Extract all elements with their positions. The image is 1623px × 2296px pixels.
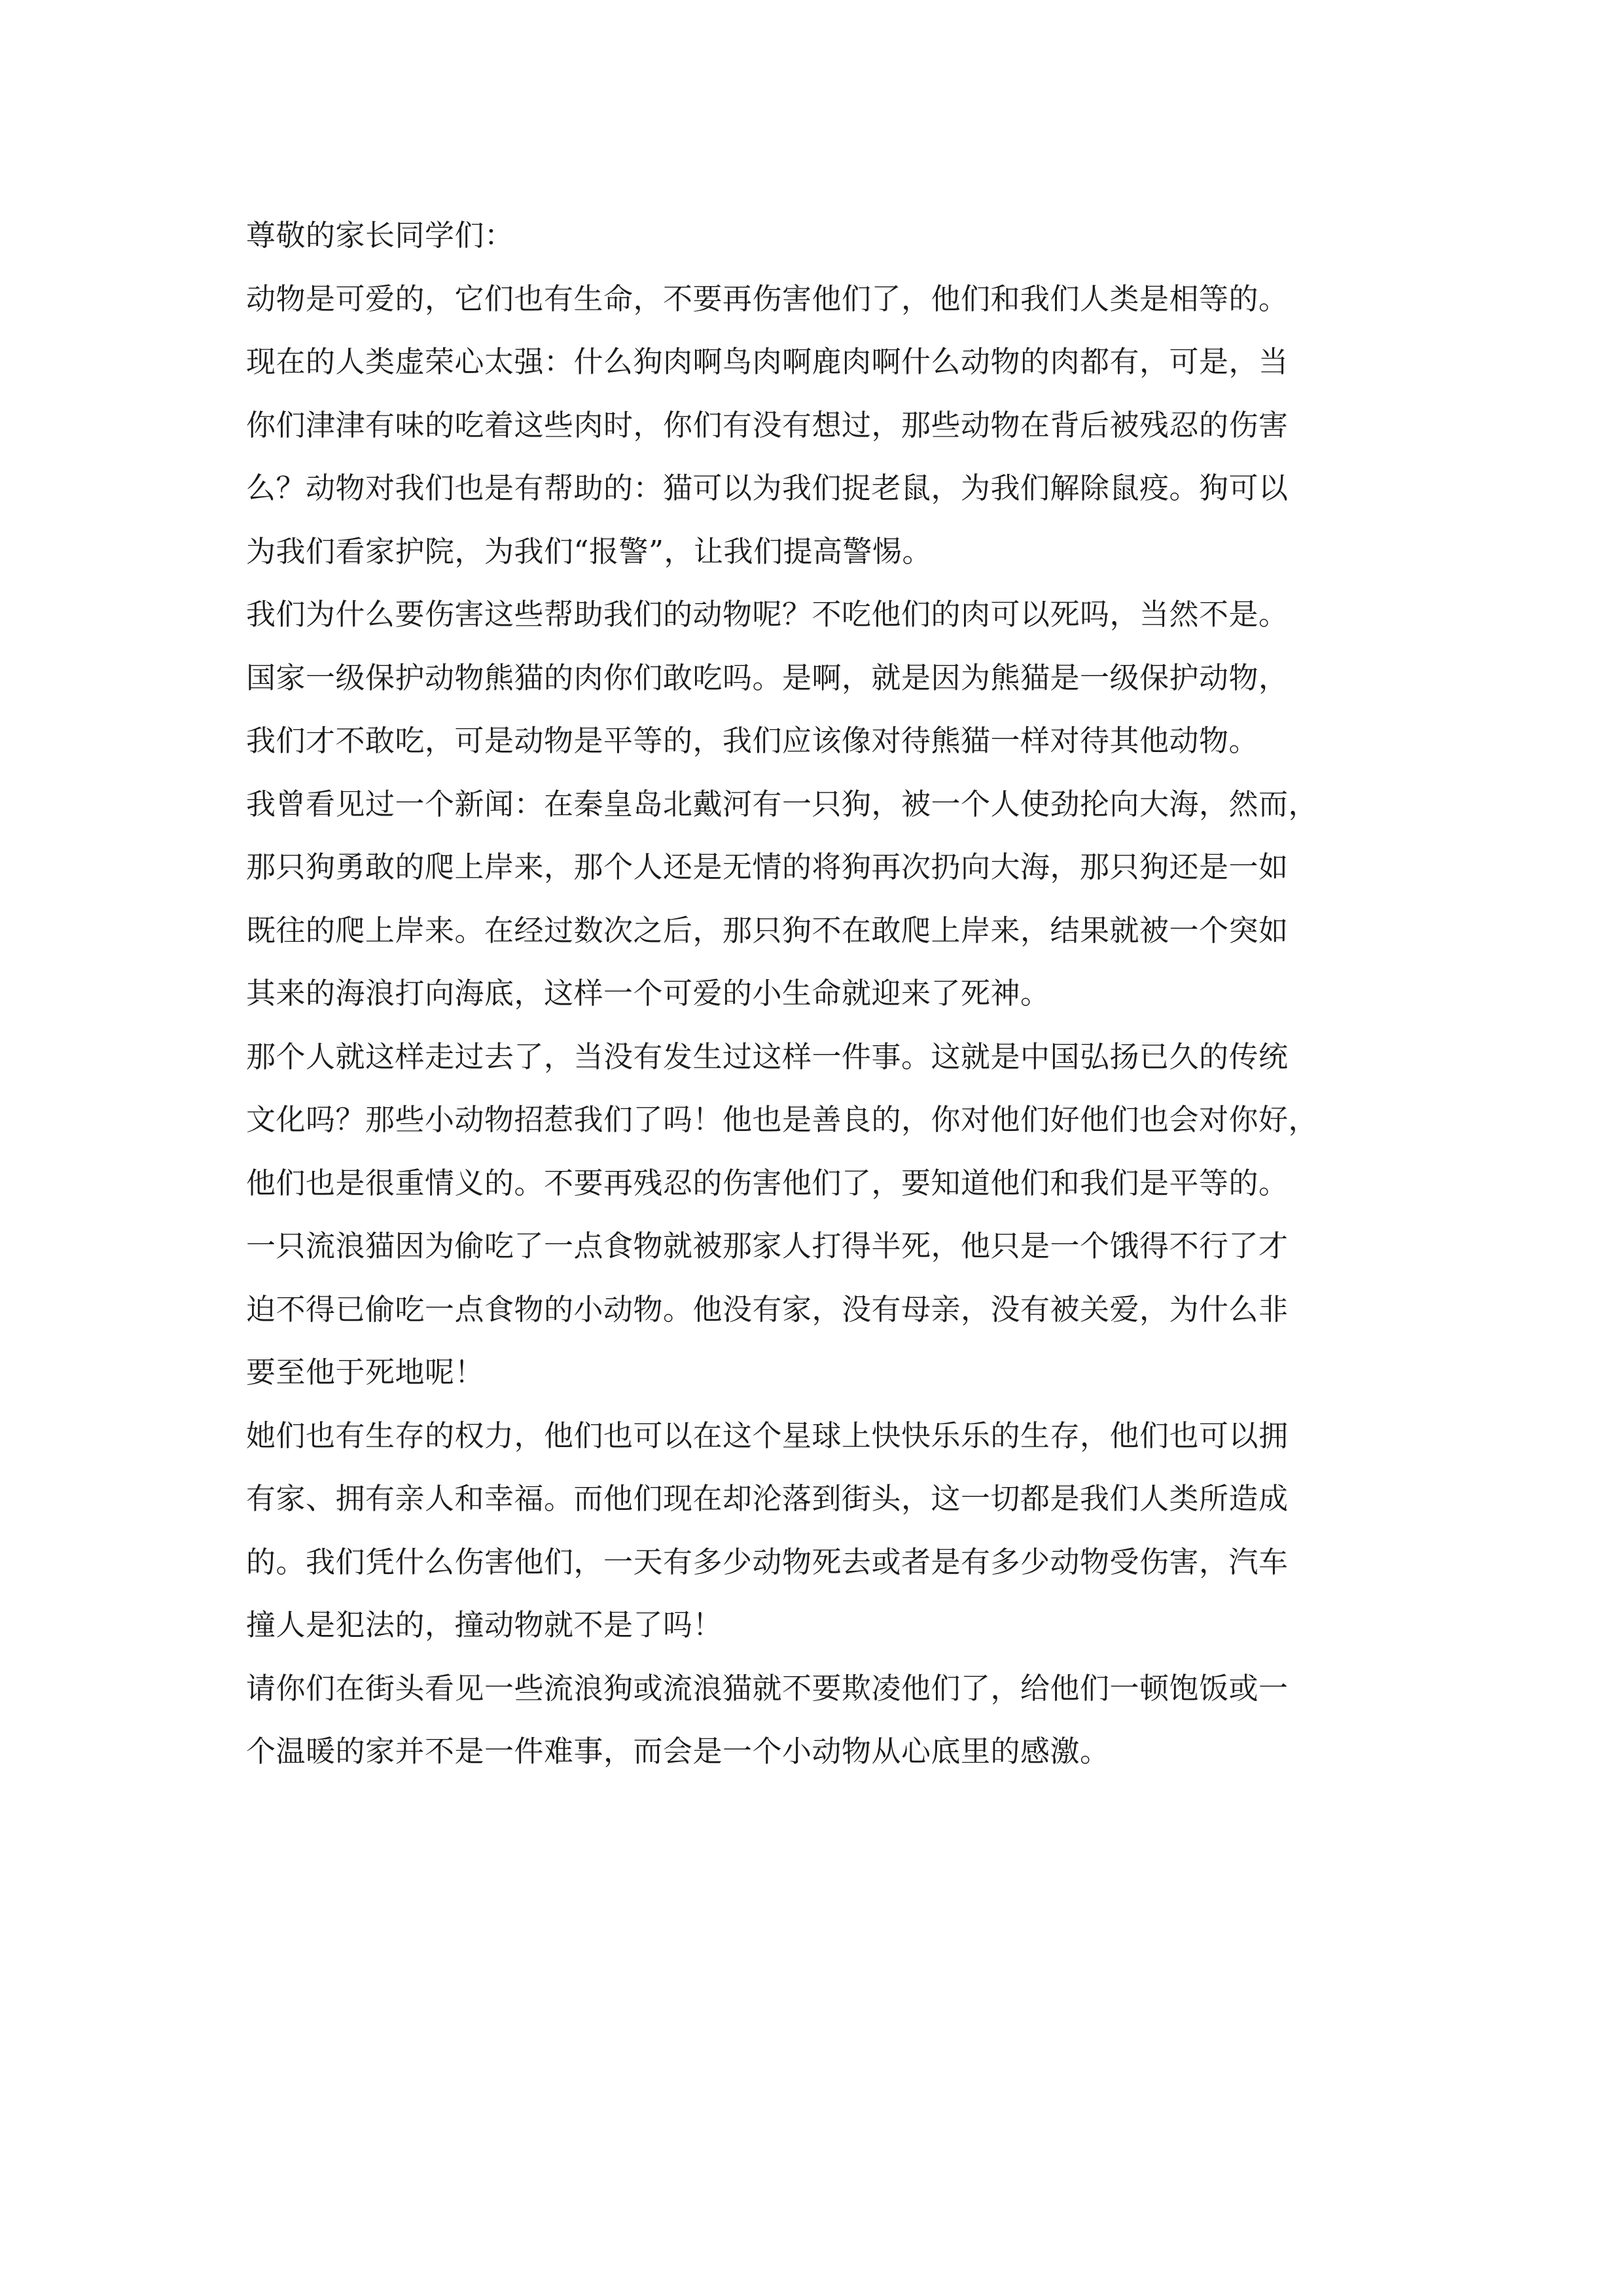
text-line: 个温暖的家并不是一件难事，而会是一个小动物从心底里的感激。 [246, 1734, 1110, 1768]
text-line: 动物是可爱的，它们也有生命，不要再伤害他们了，他们和我们人类是相等的。 [246, 281, 1289, 316]
text-line: 有家、拥有亲人和幸福。而他们现在却沦落到街头，这一切都是我们人类所造成 [246, 1481, 1289, 1516]
text-line: 你们津津有味的吃着这些肉时，你们有没有想过，那些动物在背后被残忍的伤害 [246, 407, 1289, 442]
text-line: 国家一级保护动物熊猫的肉你们敢吃吗。是啊，就是因为熊猫是一级保护动物， [246, 660, 1289, 695]
text-line: 迫不得已偷吃一点食物的小动物。他没有家，没有母亲，没有被关爱，为什么非 [246, 1291, 1289, 1327]
text-line: 我曾看见过一个新闻：在秦皇岛北戴河有一只狗，被一个人使劲抡向大海，然而， [246, 786, 1319, 821]
text-line: 那只狗勇敢的爬上岸来，那个人还是无情的将狗再次扔向大海，那只狗还是一如 [246, 850, 1289, 884]
text-line: 其来的海浪打向海底，这样一个可爱的小生命就迎来了死神。 [246, 976, 1050, 1011]
text-line: 现在的人类虚荣心太强：什么狗肉啊鸟肉啊鹿肉啊什么动物的肉都有，可是，当 [246, 344, 1289, 379]
text-line: 一只流浪猫因为偷吃了一点食物就被那家人打得半死，他只是一个饿得不行了才 [246, 1229, 1289, 1263]
text-line: 既往的爬上岸来。在经过数次之后，那只狗不在敢爬上岸来，结果就被一个突如 [246, 912, 1289, 948]
text-line: 我们才不敢吃，可是动物是平等的，我们应该像对待熊猫一样对待其他动物。 [246, 723, 1259, 758]
text-line: 撞人是犯法的，撞动物就不是了吗！ [246, 1607, 723, 1642]
text-line: 么？动物对我们也是有帮助的：猫可以为我们捉老鼠，为我们解除鼠疫。狗可以 [246, 471, 1289, 505]
text-line: 那个人就这样走过去了，当没有发生过这样一件事。这就是中国弘扬已久的传统 [246, 1039, 1289, 1074]
text-line: 文化吗？那些小动物招惹我们了吗！他也是善良的，你对他们好他们也会对你好， [246, 1102, 1319, 1137]
letter-salutation: 尊敬的家长同学们： [246, 218, 514, 253]
text-line: 他们也是很重情义的。不要再残忍的伤害他们了，要知道他们和我们是平等的。 [246, 1165, 1289, 1200]
text-line: 为我们看家护院，为我们“报警”，让我们提高警惕。 [246, 533, 933, 569]
letter-body [246, 204, 1411, 1784]
text-line: 我们为什么要伤害这些帮助我们的动物呢？不吃他们的肉可以死吗，当然不是。 [246, 597, 1289, 632]
text-line: 她们也有生存的权力，他们也可以在这个星球上快快乐乐的生存，他们也可以拥 [246, 1418, 1289, 1453]
text-line: 请你们在街头看见一些流浪狗或流浪猫就不要欺凌他们了，给他们一顿饱饭或一 [246, 1670, 1289, 1706]
text-line: 要至他于死地呢！ [246, 1355, 485, 1390]
text-line: 的。我们凭什么伤害他们，一天有多少动物死去或者是有多少动物受伤害，汽车 [246, 1544, 1289, 1579]
